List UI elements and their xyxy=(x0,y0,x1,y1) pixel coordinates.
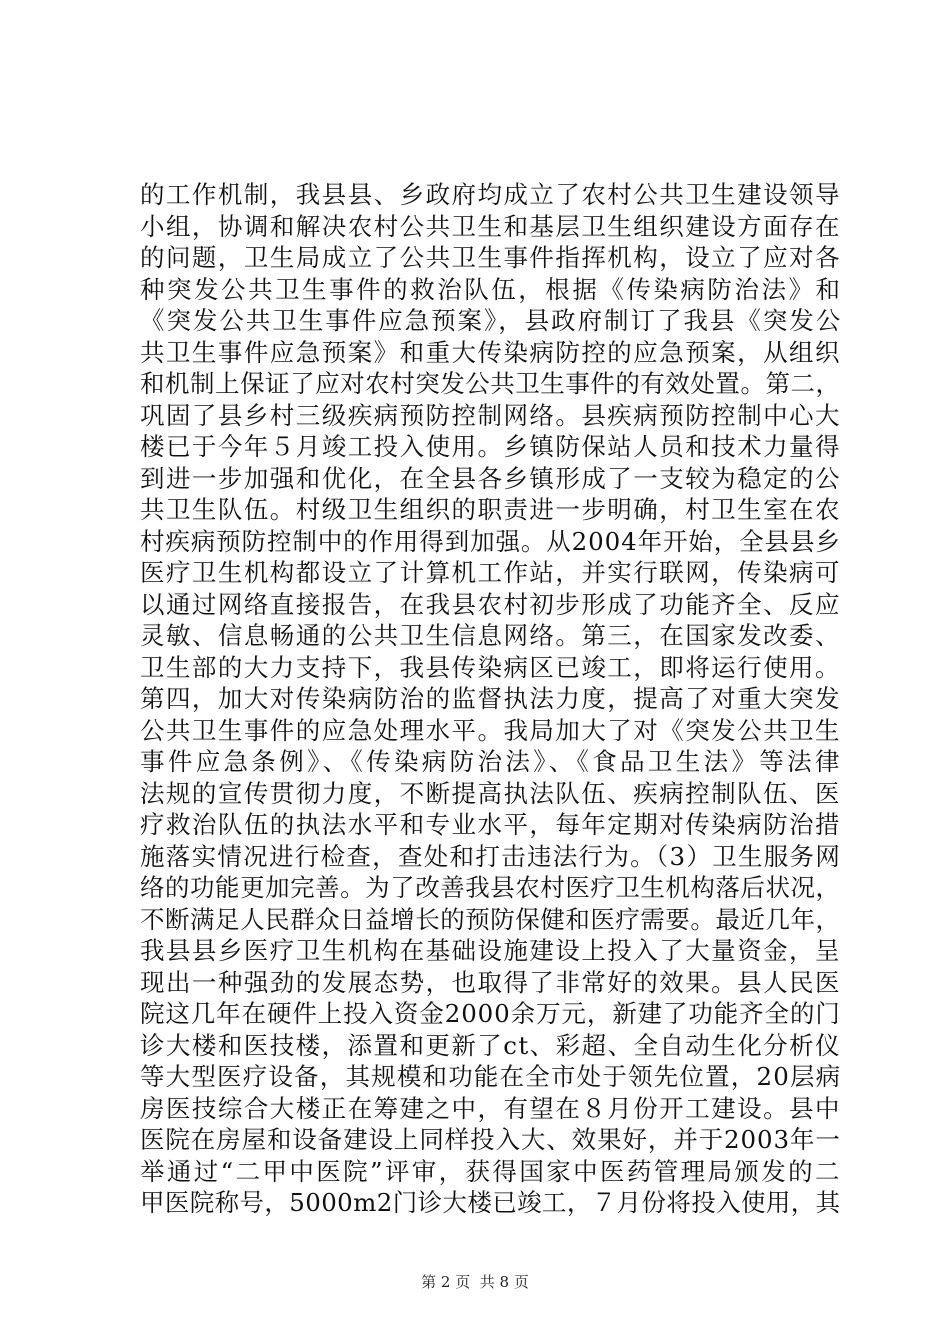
text-line: 医院在房屋和设备建设上同样投入大、效果好，并于2003年一 xyxy=(140,1125,841,1154)
page-number-footer: 第 2 页 共 8 页 xyxy=(421,1273,529,1291)
text-line: 村疾病预防控制中的作用得到加强。从2004年开始，全县县乡 xyxy=(140,526,841,556)
text-line: 巩固了县乡村三级疾病预防控制网络。县疾病预防控制中心大 xyxy=(140,400,841,430)
text-line: 共卫生事件应急预案》和重大传染病防控的应急预案，从组织 xyxy=(140,337,841,367)
text-line: 诊大楼和医技楼，添置和更新了ct、彩超、全自动生化分析仪 xyxy=(140,1030,842,1060)
text-line: 疗救治队伍的执法水平和专业水平，每年定期对传染病防治措 xyxy=(140,810,841,839)
text-line: 甲医院称号，5000m2门诊大楼已竣工，７月份将投入使用，其 xyxy=(140,1188,841,1217)
text-line: 灵敏、信息畅通的公共卫生信息网络。第三，在国家发改委、 xyxy=(140,621,841,650)
text-line: 种突发公共卫生事件的救治队伍，根据《传染病防治法》和 xyxy=(140,274,843,304)
text-line: 的工作机制，我县县、乡政府均成立了农村公共卫生建设领导 xyxy=(140,180,841,209)
text-line: 共卫生队伍。村级卫生组织的职责进一步明确，村卫生室在农 xyxy=(140,495,841,524)
text-line: 第四，加大对传染病防治的监督执法力度，提高了对重大突发 xyxy=(140,684,841,713)
text-line: 事件应急条例》、《传染病防治法》、《食品卫生法》等法律 xyxy=(140,747,843,776)
text-line: 公共卫生事件的应急处理水平。我局加大了对《突发公共卫生 xyxy=(140,715,841,745)
text-line: 房医技综合大楼正在筹建之中，有望在８月份开工建设。县中 xyxy=(140,1093,841,1123)
text-line: 不断满足人民群众日益增长的预防保健和医疗需要。最近几年， xyxy=(140,904,841,934)
text-line: 《突发公共卫生事件应急预案》，县政府制订了我县《突发公 xyxy=(140,306,843,335)
text-line: 举通过“二甲中医院”评审，获得国家中医药管理局颁发的二 xyxy=(140,1156,842,1186)
text-line: 到进一步加强和优化，在全县各乡镇形成了一支较为稳定的公 xyxy=(140,463,841,493)
text-line: 医疗卫生机构都设立了计算机工作站，并实行联网，传染病可 xyxy=(140,558,841,587)
text-line: 法规的宣传贯彻力度，不断提高执法队伍、疾病控制队伍、医 xyxy=(140,778,841,808)
text-line: 以通过网络直接报告，在我县农村初步形成了功能齐全、反应 xyxy=(140,589,841,619)
text-line: 的问题，卫生局成立了公共卫生事件指挥机构，设立了应对各 xyxy=(140,243,841,272)
text-line: 我县县乡医疗卫生机构在基础设施建设上投入了大量资金，呈 xyxy=(140,936,841,965)
body-text xyxy=(140,179,843,1219)
text-line: 施落实情况进行检查，查处和打击违法行为。（3）卫生服务网 xyxy=(140,841,842,871)
text-line: 卫生部的大力支持下，我县传染病区已竣工，即将运行使用。 xyxy=(140,652,841,682)
text-line: 院这几年在硬件上投入资金2000余万元，新建了功能齐全的门 xyxy=(140,999,841,1028)
text-line: 络的功能更加完善。为了改善我县农村医疗卫生机构落后状况， xyxy=(140,873,841,902)
text-line: 小组，协调和解决农村公共卫生和基层卫生组织建设方面存在 xyxy=(140,211,841,241)
text-line: 楼已于今年５月竣工投入使用。乡镇防保站人员和技术力量得 xyxy=(140,432,841,461)
text-line: 等大型医疗设备，其规模和功能在全市处于领先位置，20层病 xyxy=(140,1062,842,1091)
text-line: 现出一种强劲的发展态势，也取得了非常好的效果。县人民医 xyxy=(140,967,841,997)
text-line: 和机制上保证了应对农村突发公共卫生事件的有效处置。第二， xyxy=(140,369,841,398)
